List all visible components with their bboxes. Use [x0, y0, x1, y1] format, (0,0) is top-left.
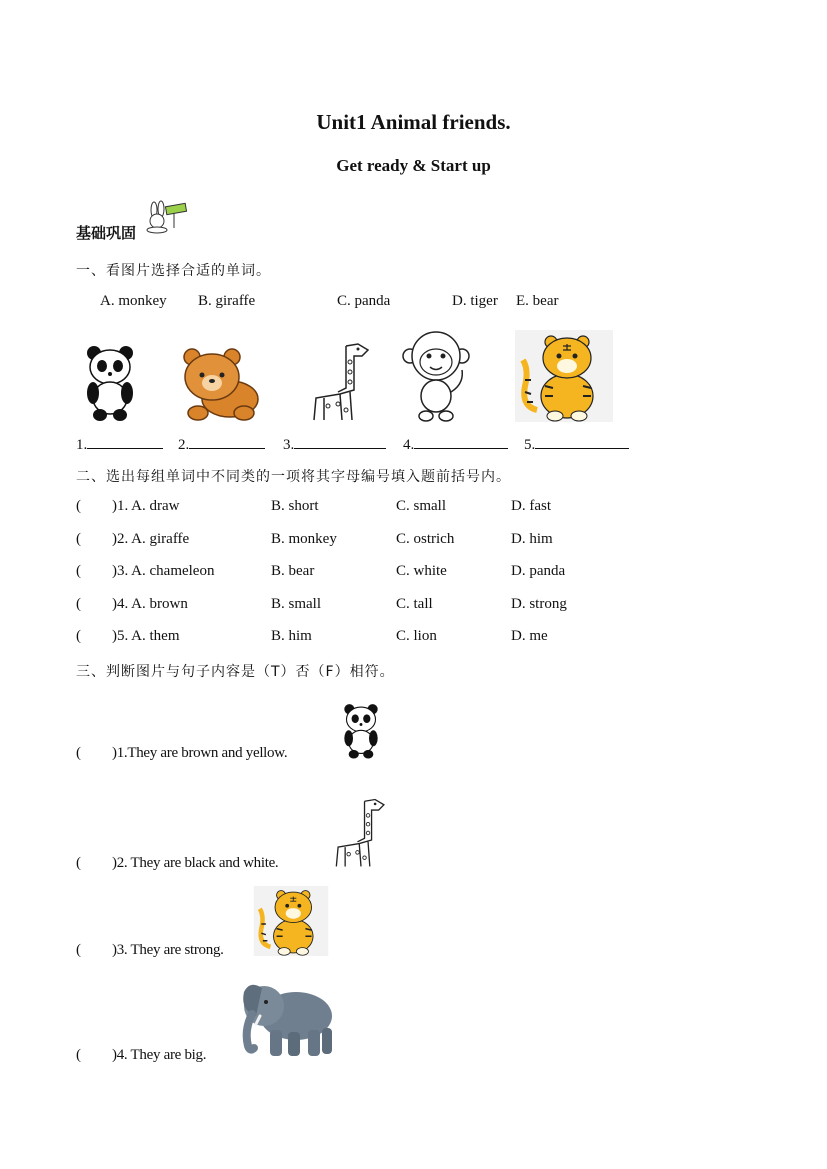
row-5-d: D. me [511, 628, 548, 644]
option-c: C. panda [337, 293, 391, 309]
page-subtitle: Get ready & Start up [336, 156, 491, 175]
option-d: D. tiger [452, 293, 498, 309]
answer-paren[interactable]: ( [76, 628, 81, 644]
row-4-b: B. small [271, 596, 322, 612]
monkey-picture [402, 330, 474, 422]
rabbit-sign-icon [140, 200, 192, 234]
giraffe-picture [310, 340, 374, 424]
item-2-text: )2. They are black and white. [112, 855, 279, 871]
answer-paren[interactable]: ( [76, 498, 81, 514]
elephant-picture [236, 976, 336, 1060]
option-e: E. bear [516, 293, 559, 309]
row-4-c: C. tall [396, 596, 433, 612]
tiger-picture [515, 330, 613, 422]
blank-4[interactable] [403, 434, 508, 454]
row-1-a: )1. A. draw [112, 498, 180, 514]
row-5-c: C. lion [396, 628, 437, 644]
row-1-b: B. short [271, 498, 319, 514]
option-a: A. monkey [100, 293, 167, 309]
answer-paren[interactable]: ( [76, 563, 81, 579]
panda-picture [337, 702, 385, 760]
blank-3-number: 3. [283, 437, 295, 453]
row-1-c: C. small [396, 498, 447, 514]
tiger-picture [253, 886, 329, 956]
row-2-a: )2. A. giraffe [112, 531, 190, 547]
row-4-d: D. strong [511, 596, 567, 612]
answer-paren[interactable]: ( [76, 855, 81, 871]
row-3-d: D. panda [511, 563, 566, 579]
row-2-c: C. ostrich [396, 531, 455, 547]
row-3-b: B. bear [271, 563, 315, 579]
section-label: 基础巩固 [76, 224, 137, 242]
bear-picture [178, 347, 260, 423]
blank-3[interactable] [283, 434, 386, 454]
row-5-b: B. him [271, 628, 312, 644]
answer-paren[interactable]: ( [76, 1047, 81, 1063]
giraffe-picture [328, 796, 394, 870]
item-3-text: )3. They are strong. [112, 942, 224, 958]
part1-heading: 一、看图片选择合适的单词。 [76, 263, 271, 279]
panda-picture [84, 343, 136, 423]
blank-2-number: 2. [178, 437, 190, 453]
page-title: Unit1 Animal friends. [316, 110, 511, 134]
row-4-a: )4. A. brown [112, 596, 188, 612]
blank-1-number: 1. [76, 437, 88, 453]
option-b: B. giraffe [198, 293, 256, 309]
blank-5[interactable] [524, 434, 629, 454]
answer-paren[interactable]: ( [76, 596, 81, 612]
row-2-b: B. monkey [271, 531, 337, 547]
part2-heading: 二、选出每组单词中不同类的一项将其字母编号填入题前括号内。 [76, 469, 511, 485]
blank-5-number: 5. [524, 437, 536, 453]
answer-paren[interactable]: ( [76, 745, 81, 761]
row-3-a: )3. A. chameleon [112, 563, 215, 579]
blank-2[interactable] [178, 434, 265, 454]
row-3-c: C. white [396, 563, 447, 579]
blank-1[interactable] [76, 434, 163, 454]
answer-paren[interactable]: ( [76, 531, 81, 547]
row-1-d: D. fast [511, 498, 551, 514]
item-1-text: )1.They are brown and yellow. [112, 745, 288, 761]
blank-4-number: 4. [403, 437, 415, 453]
row-2-d: D. him [511, 531, 553, 547]
item-4-text: )4. They are big. [112, 1047, 207, 1063]
answer-paren[interactable]: ( [76, 942, 81, 958]
row-5-a: )5. A. them [112, 628, 180, 644]
part3-heading: 三、判断图片与句子内容是（T）否（F）相符。 [76, 664, 395, 680]
